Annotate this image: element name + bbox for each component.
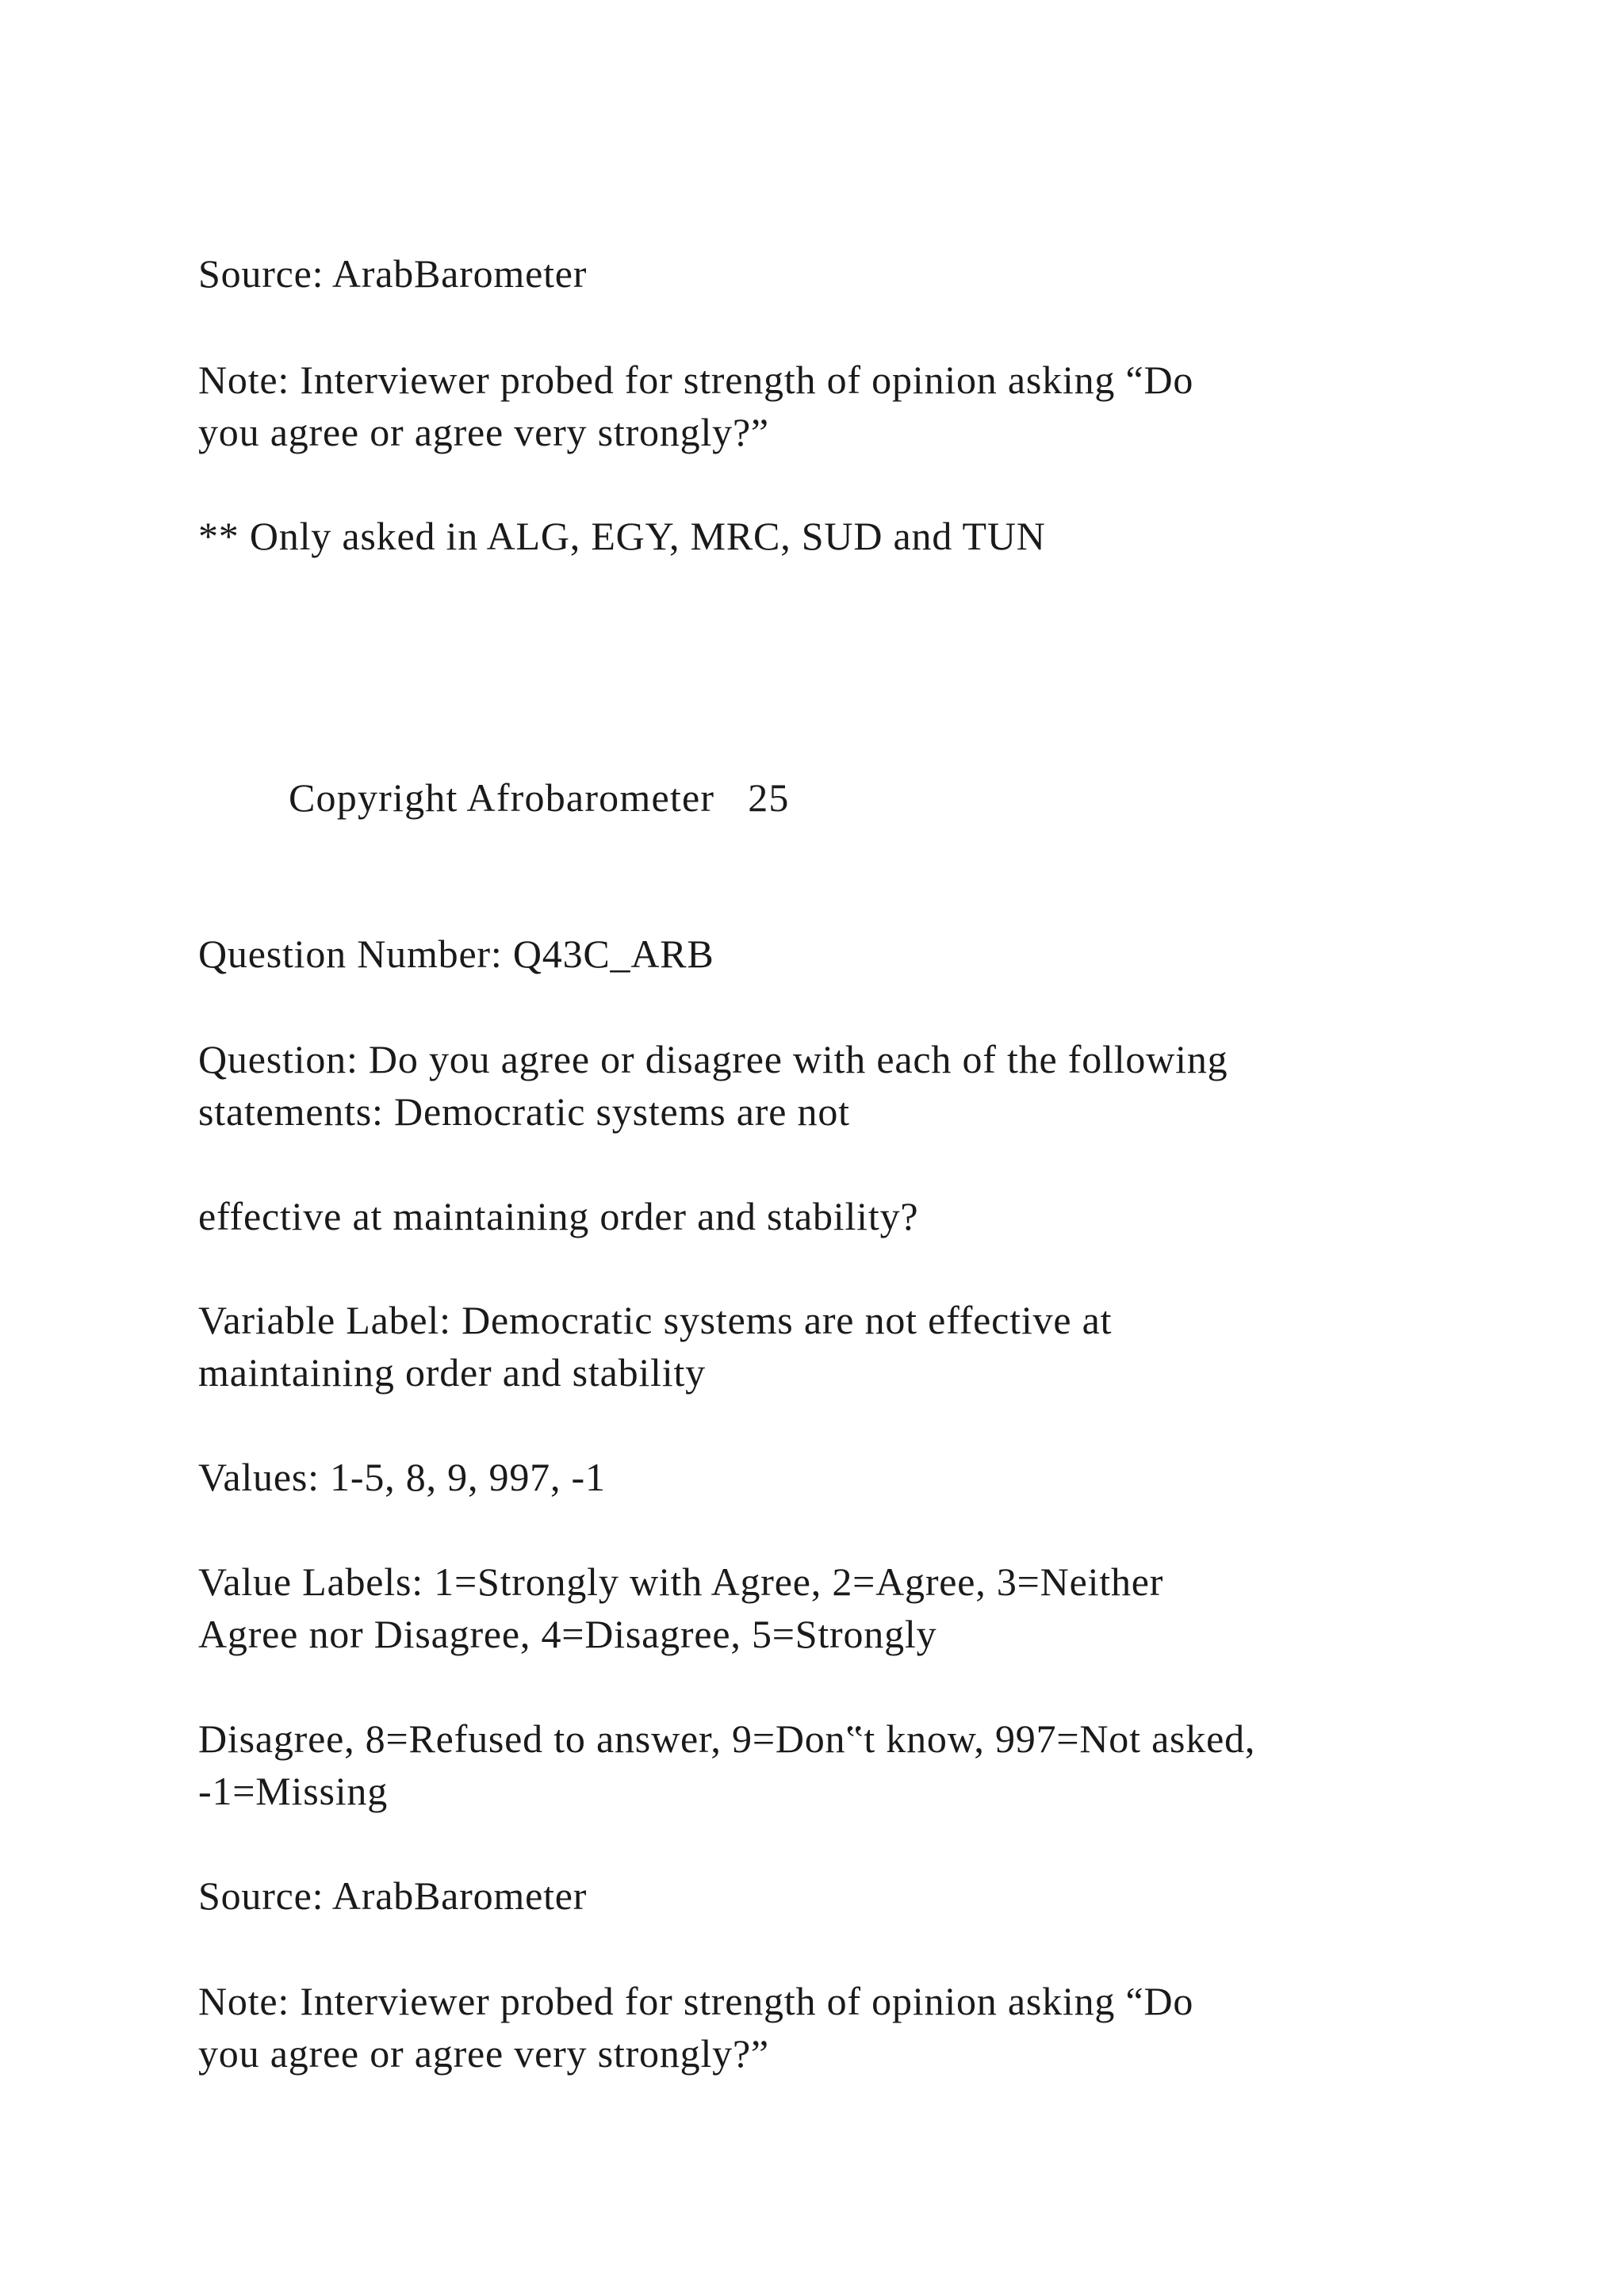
- note-line: Note: Interviewer probed for strength of opinion asking “Do: [198, 1979, 1194, 2023]
- question-text-line: Question: Do you agree or disagree with each of the following: [198, 1037, 1228, 1081]
- variable-label-line: maintaining order and stability: [198, 1350, 706, 1395]
- only-asked-note: ** Only asked in ALG, EGY, MRC, SUD and TUN: [198, 514, 1046, 558]
- page-footer: [289, 771, 790, 824]
- copyright-text: Copyright Afrobarometer: [289, 775, 715, 820]
- value-labels-line: Disagree, 8=Refused to answer, 9=Don‟t know, 997=Not asked,: [198, 1716, 1256, 1761]
- question-text-line: effective at maintaining order and stability?: [198, 1194, 919, 1238]
- source-line: Source: ArabBarometer: [198, 251, 588, 296]
- variable-label-line: Variable Label: Democratic systems are not effective at: [198, 1298, 1113, 1342]
- note-line: Note: Interviewer probed for strength of opinion asking “Do: [198, 358, 1194, 402]
- note-line: you agree or agree very strongly?”: [198, 2031, 769, 2076]
- value-labels-line: Value Labels: 1=Strongly with Agree, 2=Agree, 3=Neither: [198, 1559, 1164, 1604]
- value-labels-line: -1=Missing: [198, 1769, 389, 1813]
- question-text-line: statements: Democratic systems are not: [198, 1089, 850, 1134]
- value-labels-line: Agree nor Disagree, 4=Disagree, 5=Strongly: [198, 1612, 937, 1656]
- source-line: Source: ArabBarometer: [198, 1873, 588, 1918]
- page-number: 25: [748, 775, 790, 820]
- note-line: you agree or agree very strongly?”: [198, 410, 769, 454]
- question-number: Question Number: Q43C_ARB: [198, 932, 714, 976]
- values-line: Values: 1-5, 8, 9, 997, -1: [198, 1455, 606, 1499]
